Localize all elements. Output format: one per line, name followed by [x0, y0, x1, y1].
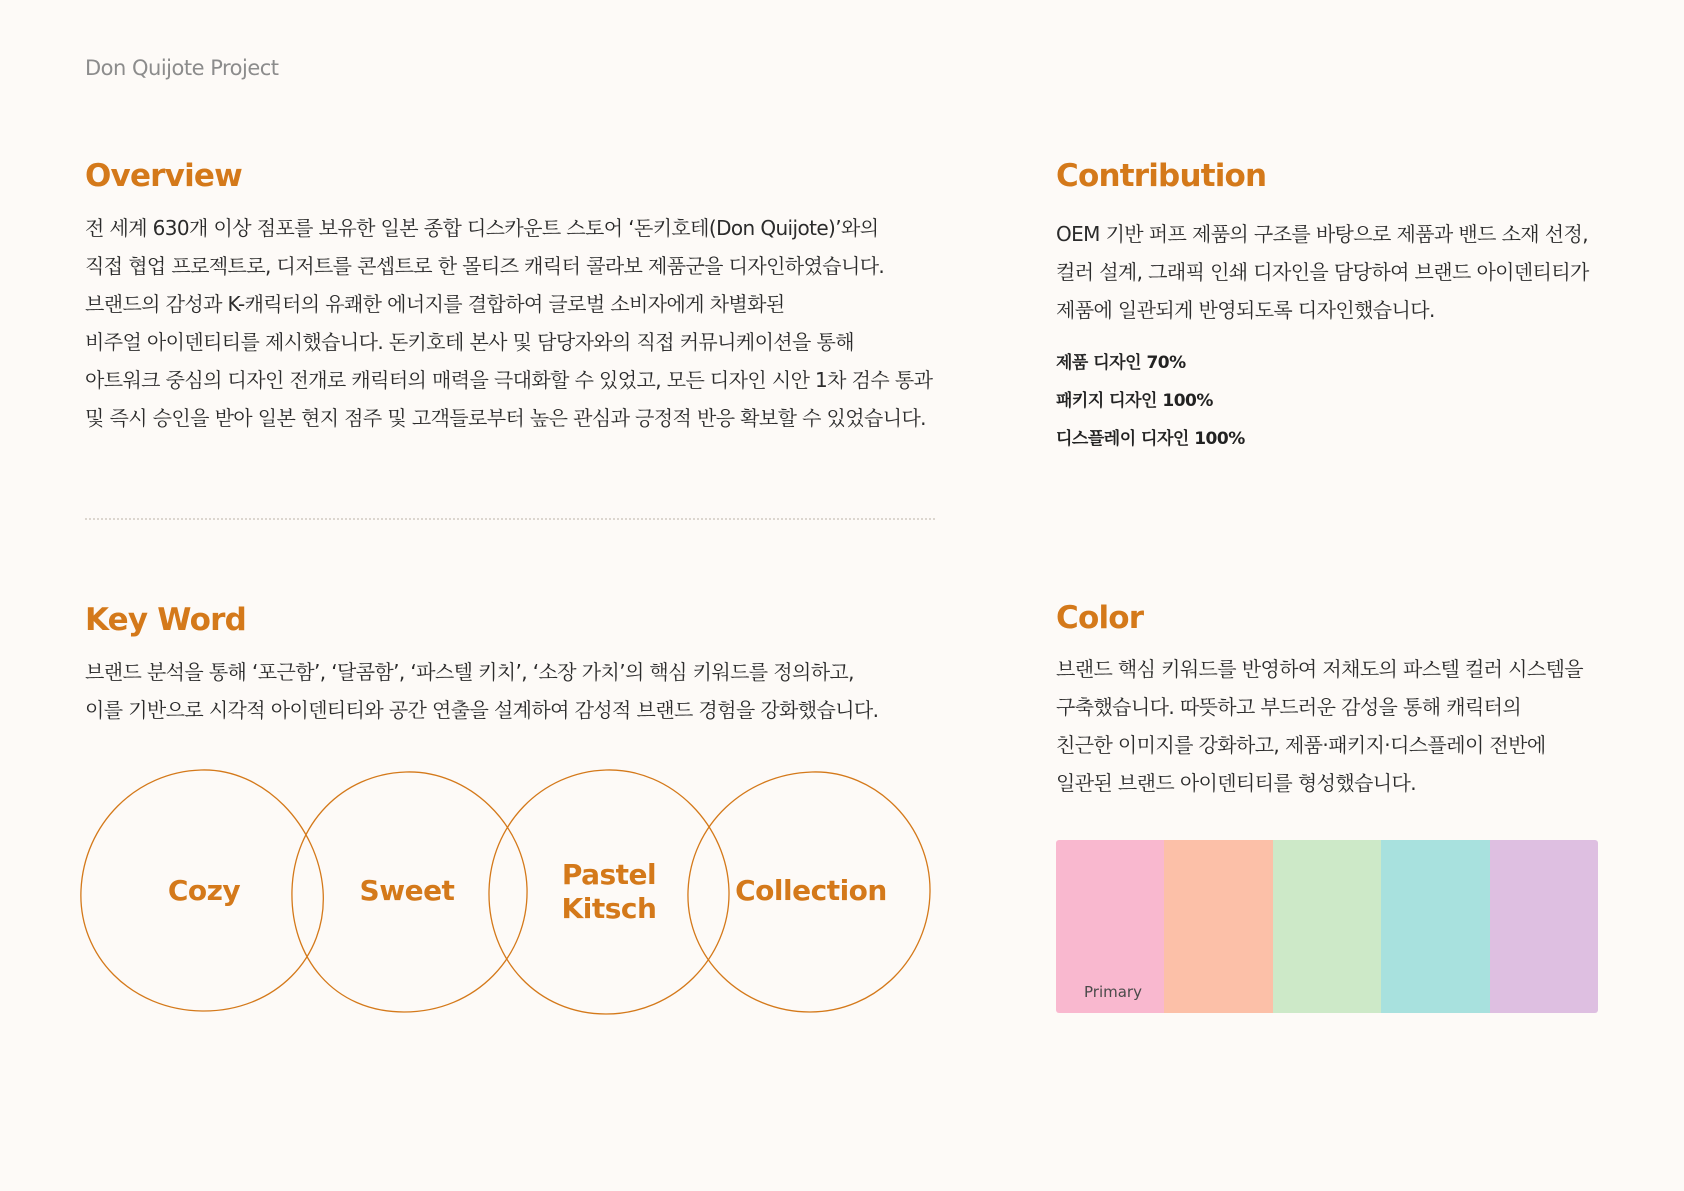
- keyword-text: [85, 653, 878, 729]
- keyword-heading: Key Word: [85, 602, 246, 638]
- overview-line: 전 세계 630개 이상 점포를 보유한 일본 종합 디스카운트 스토어 ‘돈키호테(Don Quijote)’와의: [85, 216, 879, 240]
- contribution-line: OEM 기반 퍼프 제품의 구조를 바탕으로 제품과 밴드 소재 선정,: [1056, 222, 1588, 246]
- keyword-venn: [76, 766, 936, 1020]
- color-swatch-pink: [1056, 840, 1164, 1013]
- contribution-stats: [1056, 344, 1245, 458]
- stat-display-design: 디스플레이 디자인 100%: [1056, 429, 1245, 449]
- color-swatch-mint: [1273, 840, 1381, 1013]
- color-line: 친근한 이미지를 강화하고, 제품·패키지·디스플레이 전반에: [1056, 733, 1546, 757]
- color-line: 일관된 브랜드 아이덴티티를 형성했습니다.: [1056, 771, 1416, 795]
- section-divider: [85, 518, 935, 520]
- keyword-cozy: Cozy: [167, 874, 241, 907]
- keyword-pastel-kitsch: Pastel Kitsch: [561, 858, 657, 925]
- color-line: 브랜드 핵심 키워드를 반영하여 저채도의 파스텔 컬러 시스템을: [1056, 657, 1584, 681]
- stat-product-design: 제품 디자인 70%: [1056, 353, 1186, 373]
- color-line: 구축했습니다. 따뜻하고 부드러운 감성을 통해 캐릭터의: [1056, 695, 1522, 719]
- overview-heading: Overview: [85, 158, 242, 194]
- color-swatch-aqua: [1381, 840, 1489, 1013]
- color-swatch-lavender: [1490, 840, 1598, 1013]
- swatch-label-primary: Primary: [1084, 983, 1142, 1001]
- color-text: [1056, 650, 1583, 802]
- contribution-text: [1056, 215, 1589, 329]
- overview-line: 직접 협업 프로젝트로, 디저트를 콘셉트로 한 몰티즈 캐릭터 콜라보 제품군을 디자인하였습니다.: [85, 254, 885, 278]
- keyword-collection: Collection: [735, 874, 887, 907]
- keyword-sweet: Sweet: [359, 874, 455, 907]
- overview-line: 및 즉시 승인을 받아 일본 현지 점주 및 고객들로부터 높은 관심과 긍정적 반응 확보할 수 있었습니다.: [85, 406, 926, 430]
- contribution-heading: Contribution: [1056, 158, 1267, 194]
- contribution-line: 제품에 일관되게 반영되도록 디자인했습니다.: [1056, 298, 1435, 322]
- color-palette: [1056, 840, 1598, 1013]
- color-heading: Color: [1056, 600, 1144, 636]
- overview-text: [85, 209, 932, 437]
- overview-line: 비주얼 아이덴티티를 제시했습니다. 돈키호테 본사 및 담당자와의 직접 커뮤니케이션을 통해: [85, 330, 854, 354]
- keyword-line: 브랜드 분석을 통해 ‘포근함’, ‘달콤함’, ‘파스텔 키치’, ‘소장 가치’의 핵심 키워드를 정의하고,: [85, 660, 854, 684]
- stat-package-design: 패키지 디자인 100%: [1056, 391, 1213, 411]
- project-label: Don Quijote Project: [85, 56, 279, 80]
- contribution-line: 컬러 설계, 그래픽 인쇄 디자인을 담당하여 브랜드 아이덴티티가: [1056, 260, 1589, 284]
- overview-line: 아트워크 중심의 디자인 전개로 캐릭터의 매력을 극대화할 수 있었고, 모든 디자인 시안 1차 검수 통과: [85, 368, 933, 392]
- overview-line: 브랜드의 감성과 K-캐릭터의 유쾌한 에너지를 결합하여 글로벌 소비자에게 차별화된: [85, 292, 785, 316]
- keyword-line: 이를 기반으로 시각적 아이덴티티와 공간 연출을 설계하여 감성적 브랜드 경험을 강화했습니다.: [85, 698, 879, 722]
- color-swatch-peach: [1164, 840, 1272, 1013]
